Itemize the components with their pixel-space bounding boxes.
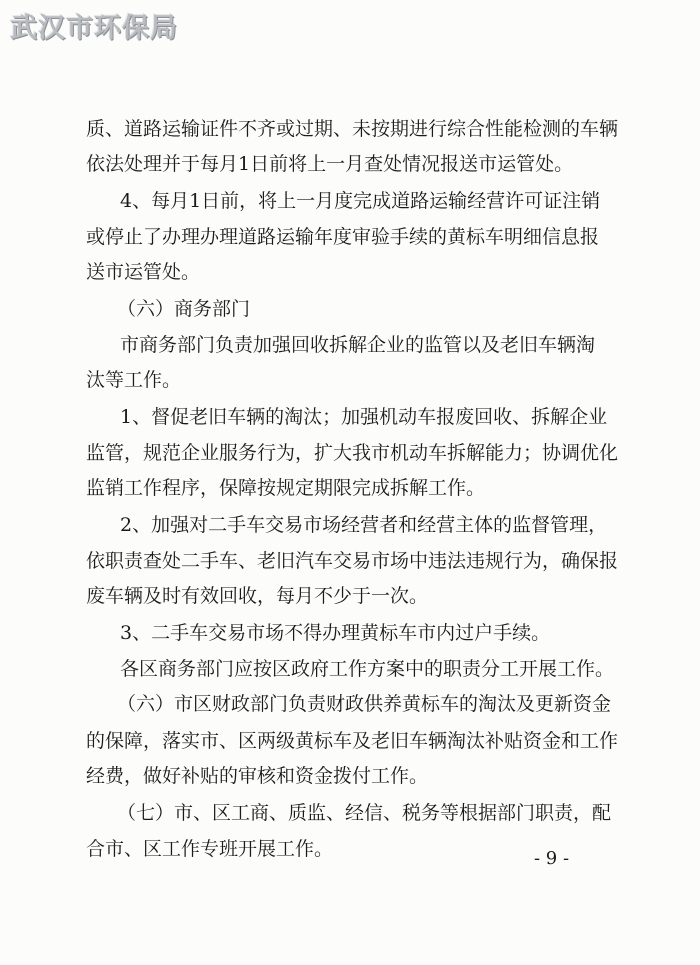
- text-line: 2、加强对二手车交易市场经营者和经营主体的监督管理，: [120, 514, 608, 536]
- text-line: 4、每月1日前，将上一月度完成道路运输经营许可证注销: [120, 190, 601, 212]
- text-line: 或停止了办理办理道路运输年度审验手续的黄标车明细信息报: [86, 226, 600, 248]
- text-line: 合市、区工作专班开展工作。: [86, 838, 334, 860]
- text-line: 质、道路运输证件不齐或过期、未按期进行综合性能检测的车辆: [86, 118, 619, 140]
- text-line: （六）市区财政部门负责财政供养黄标车的淘汰及更新资金: [117, 693, 612, 715]
- text-line: 监管，规范企业服务行为，扩大我市机动车拆解能力；协调优化: [86, 442, 619, 464]
- text-line: 市商务部门负责加强回收拆解企业的监管以及老旧车辆淘: [120, 334, 596, 356]
- text-line: （七）市、区工商、质监、经信、税务等根据部门职责，配: [117, 802, 612, 824]
- text-line: 1、督促老旧车辆的淘汰；加强机动车报废回收、拆解企业: [120, 406, 608, 428]
- text-line: 的保障，落实市、区两级黄标车及老旧车辆淘汰补贴资金和工作: [86, 730, 619, 752]
- text-line: 依法处理并于每月1日前将上一月查处情况报送市运管处。: [86, 153, 574, 175]
- text-line: 各区商务部门应按区政府工作方案中的职责分工开展工作。: [120, 658, 615, 680]
- watermark-stamp: 武汉市环保局: [10, 13, 178, 44]
- text-line: 监销工作程序，保障按规定期限完成拆解工作。: [86, 477, 486, 499]
- section-heading: （六）商务部门: [117, 298, 251, 320]
- page-number: - 9 -: [534, 848, 570, 869]
- text-line: 汰等工作。: [86, 369, 182, 391]
- text-line: 依职责查处二手车、老旧汽车交易市场中违法违规行为，确保报: [86, 550, 619, 572]
- text-line: 经费，做好补贴的审核和资金拨付工作。: [86, 765, 429, 787]
- text-line: 送市运管处。: [86, 261, 201, 283]
- text-line: 3、二手车交易市场不得办理黄标车市内过户手续。: [120, 622, 551, 644]
- text-line: 废车辆及时有效回收，每月不少于一次。: [86, 585, 429, 607]
